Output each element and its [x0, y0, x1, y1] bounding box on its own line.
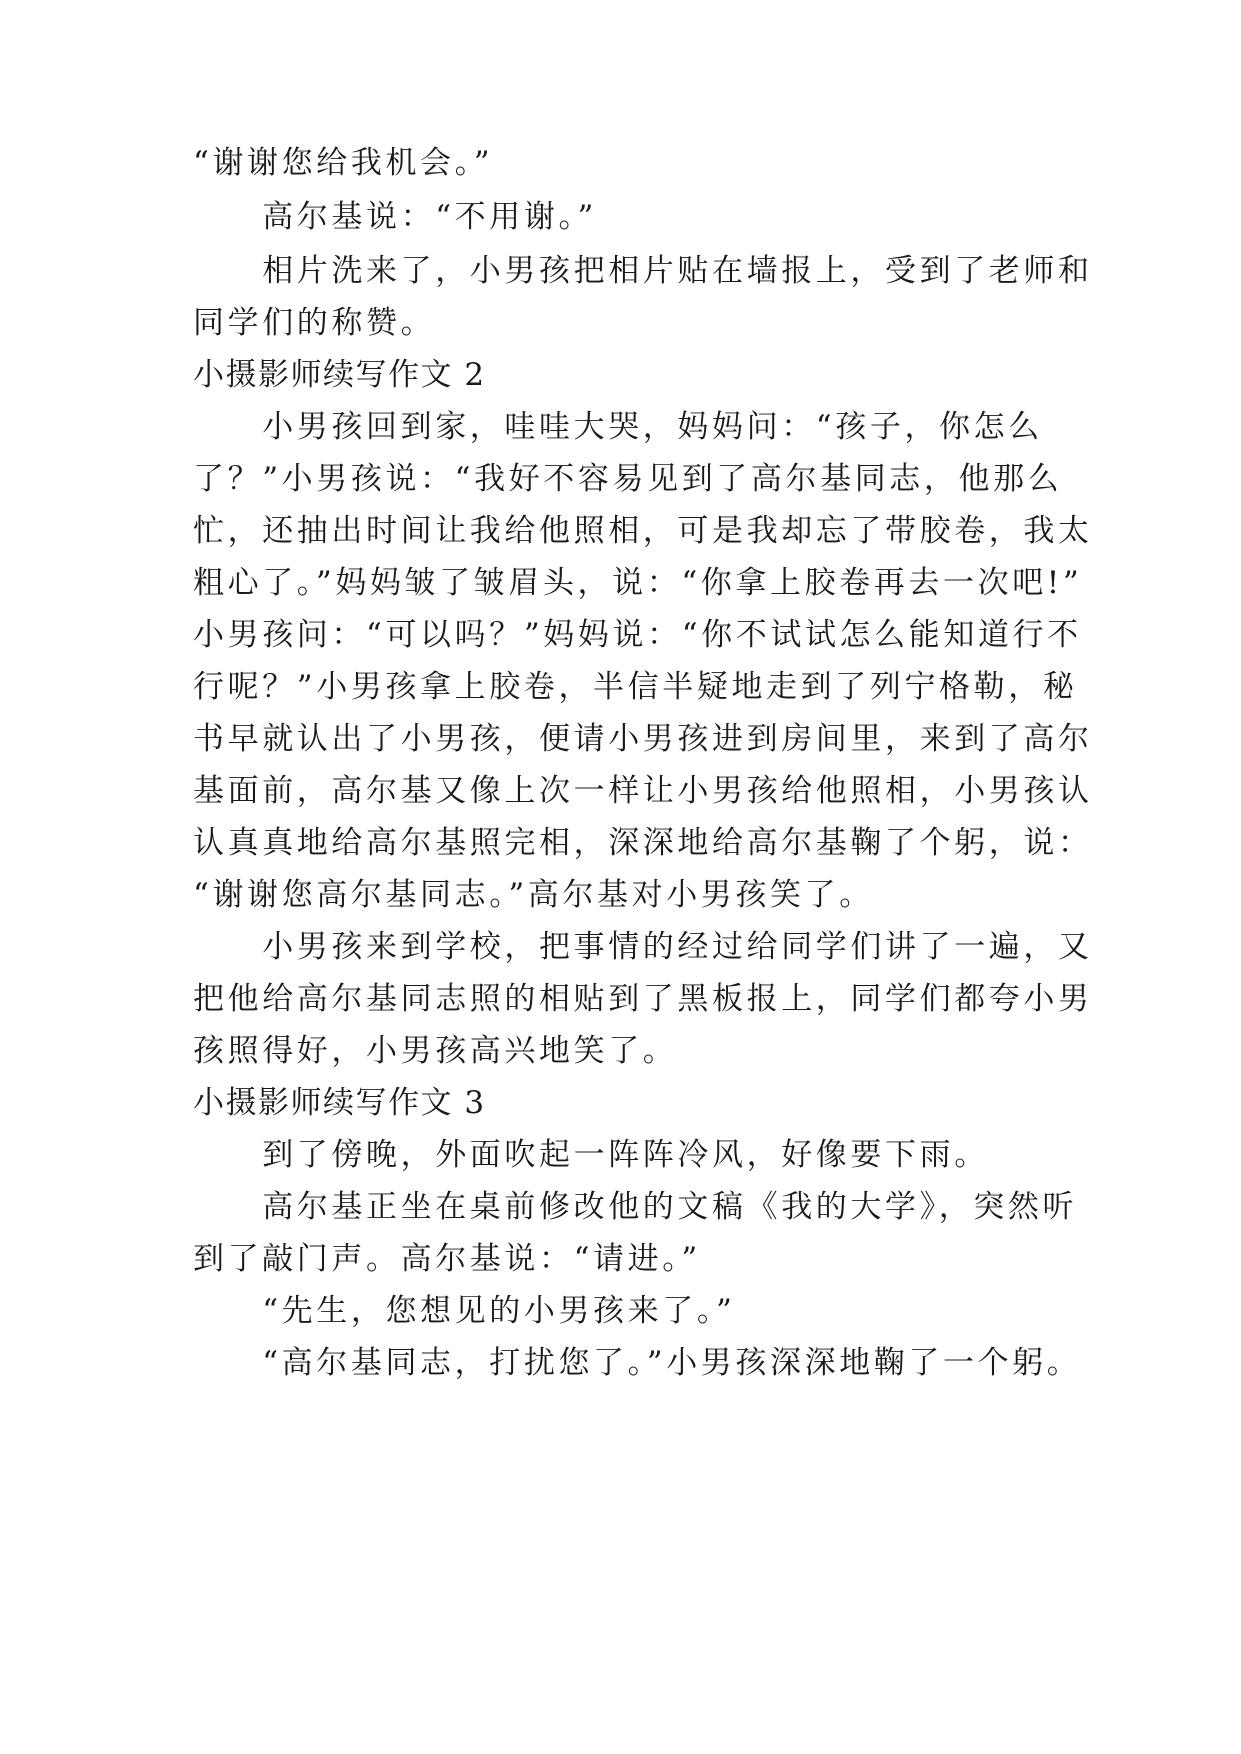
text-line-23: “先生，您想见的小男孩来了。” — [193, 1293, 736, 1329]
text-line-18: 孩照得好，小男孩高兴地笑了。 — [193, 1033, 678, 1069]
text-line-12: 书早就认出了小男孩，便请小男孩进到房间里，来到了高尔 — [193, 721, 1093, 757]
text-line-10: 小男孩问：“可以吗？”妈妈说：“你不试试怎么能知道行不 — [193, 617, 1082, 653]
text-line-14: 认真真地给高尔基照完相，深深地给高尔基鞠了个躬，说： — [193, 825, 1093, 861]
text-line-8: 忙，还抽出时间让我给他照相，可是我却忘了带胶卷，我太 — [193, 513, 1093, 549]
text-line-20: 到了傍晚，外面吹起一阵阵冷风，好像要下雨。 — [193, 1137, 989, 1173]
section-heading-2: 小摄影师续写作文 2 — [193, 357, 486, 393]
text-line-2: 高尔基说：“不用谢。” — [193, 199, 597, 235]
text-line-15: “谢谢您高尔基同志。”高尔基对小男孩笑了。 — [193, 877, 874, 913]
section-heading-3: 小摄影师续写作文 3 — [193, 1085, 486, 1121]
text-line-4: 同学们的称赞。 — [193, 305, 436, 341]
text-line-7: 了？”小男孩说：“我好不容易见到了高尔基同志，他那么 — [193, 461, 1063, 497]
text-line-22: 到了敲门声。高尔基说：“请进。” — [193, 1241, 701, 1277]
text-line-3: 相片洗来了，小男孩把相片贴在墙报上，受到了老师和 — [193, 253, 1093, 289]
text-line-24: “高尔基同志，打扰您了。”小男孩深深地鞠了一个躬。 — [193, 1345, 1082, 1381]
text-line-21: 高尔基正坐在桌前修改他的文稿《我的大学》，突然听 — [193, 1189, 1078, 1225]
text-line-9: 粗心了。”妈妈皱了皱眉头，说：“你拿上胶卷再去一次吧!” — [193, 565, 1083, 601]
text-line-16: 小男孩来到学校，把事情的经过给同学们讲了一遍，又 — [193, 929, 1093, 965]
text-line-11: 行呢？”小男孩拿上胶卷，半信半疑地走到了列宁格勒，秘 — [193, 669, 1078, 705]
text-line-17: 把他给高尔基同志照的相贴到了黑板报上，同学们都夸小男 — [193, 981, 1093, 1017]
text-line-13: 基面前，高尔基又像上次一样让小男孩给他照相，小男孩认 — [193, 773, 1093, 809]
text-line-1: “谢谢您给我机会。” — [193, 145, 494, 181]
text-line-6: 小男孩回到家，哇哇大哭，妈妈问：“孩子，你怎么 — [193, 409, 1043, 445]
